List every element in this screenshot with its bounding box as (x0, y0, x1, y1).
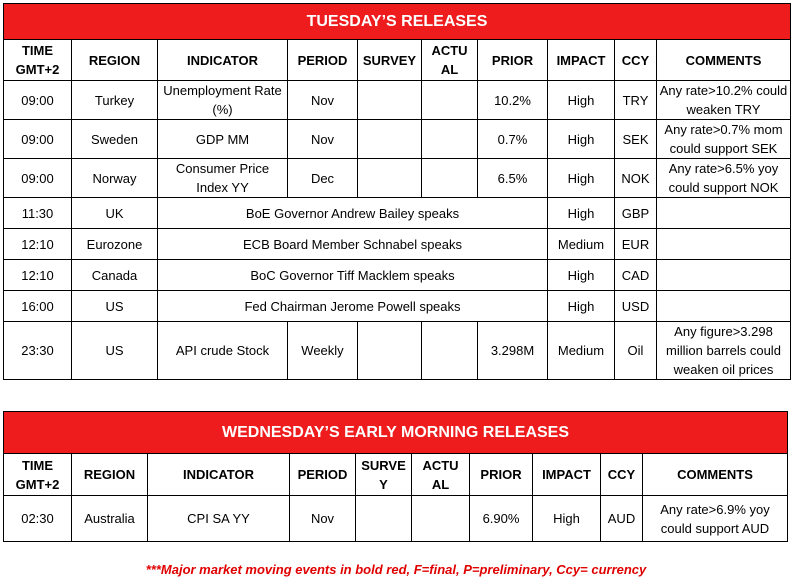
cell-prior: 10.2% (478, 81, 548, 120)
cell-region: Turkey (72, 81, 158, 120)
cell-region: Canada (72, 260, 158, 291)
cell-period: Weekly (288, 322, 358, 380)
cell-prior: 0.7% (478, 120, 548, 159)
cell-actual (422, 159, 478, 198)
col-header-ccy: CCY (615, 40, 657, 81)
cell-impact: High (533, 496, 601, 542)
cell-region: US (72, 322, 158, 380)
col-header-actual: ACTU AL (412, 454, 470, 496)
cell-comments: Any rate>0.7% mom could support SEK (657, 120, 791, 159)
footer-note: ***Major market moving events in bold red, F=final, P=preliminary, Ccy= currency (145, 562, 647, 577)
table-row (4, 260, 791, 291)
cell-period: Dec (288, 159, 358, 198)
cell-indicator: Unemployment Rate (%) (158, 81, 288, 120)
tuesday-header-row (4, 40, 791, 81)
cell-impact: High (548, 120, 615, 159)
cell-ccy: Oil (615, 322, 657, 380)
cell-event: ECB Board Member Schnabel speaks (158, 229, 548, 260)
wednesday-header-row (4, 454, 788, 496)
cell-ccy: CAD (615, 260, 657, 291)
cell-impact: High (548, 159, 615, 198)
cell-comments: Any rate>6.9% yoy could support AUD (643, 496, 788, 542)
cell-comments (657, 229, 791, 260)
cell-actual (422, 322, 478, 380)
col-header-prior: PRIOR (478, 40, 548, 81)
cell-impact: High (548, 81, 615, 120)
cell-indicator: GDP MM (158, 120, 288, 159)
cell-impact: Medium (548, 229, 615, 260)
cell-ccy: GBP (615, 198, 657, 229)
cell-comments (657, 260, 791, 291)
col-header-survey: SURVE Y (356, 454, 412, 496)
col-header-period: PERIOD (290, 454, 356, 496)
cell-actual (422, 120, 478, 159)
cell-region: Norway (72, 159, 158, 198)
cell-event: Fed Chairman Jerome Powell speaks (158, 291, 548, 322)
cell-period: Nov (290, 496, 356, 542)
wednesday-releases-table (3, 411, 788, 542)
cell-impact: High (548, 198, 615, 229)
cell-survey (358, 322, 422, 380)
cell-ccy: NOK (615, 159, 657, 198)
cell-ccy: EUR (615, 229, 657, 260)
cell-time: 02:30 (4, 496, 72, 542)
cell-event: BoC Governor Tiff Macklem speaks (158, 260, 548, 291)
table-row (4, 198, 791, 229)
table-row (4, 81, 791, 120)
cell-period: Nov (288, 81, 358, 120)
cell-region: Australia (72, 496, 148, 542)
col-header-region: REGION (72, 454, 148, 496)
cell-indicator: API crude Stock (158, 322, 288, 380)
cell-time: 23:30 (4, 322, 72, 380)
table-row (4, 159, 791, 198)
cell-prior: 6.5% (478, 159, 548, 198)
col-header-actual: ACTU AL (422, 40, 478, 81)
cell-survey (358, 159, 422, 198)
cell-prior: 3.298M (478, 322, 548, 380)
table-row (4, 291, 791, 322)
col-header-prior: PRIOR (470, 454, 533, 496)
cell-impact: High (548, 260, 615, 291)
col-header-region: REGION (72, 40, 158, 81)
cell-comments: Any rate>6.5% yoy could support NOK (657, 159, 791, 198)
col-header-survey: SURVEY (358, 40, 422, 81)
cell-region: Eurozone (72, 229, 158, 260)
cell-region: Sweden (72, 120, 158, 159)
tuesday-releases-table (3, 3, 791, 380)
col-header-indicator: INDICATOR (148, 454, 290, 496)
cell-comments (657, 291, 791, 322)
cell-time: 12:10 (4, 260, 72, 291)
cell-time: 16:00 (4, 291, 72, 322)
cell-ccy: AUD (601, 496, 643, 542)
col-header-impact: IMPACT (548, 40, 615, 81)
col-header-impact: IMPACT (533, 454, 601, 496)
cell-time: 09:00 (4, 81, 72, 120)
cell-comments (657, 198, 791, 229)
col-header-time: TIME GMT+2 (4, 454, 72, 496)
col-header-comments: COMMENTS (657, 40, 791, 81)
col-header-period: PERIOD (288, 40, 358, 81)
cell-time: 12:10 (4, 229, 72, 260)
table-row (4, 229, 791, 260)
cell-comments: Any figure>3.298 million barrels could weaken oil prices (657, 322, 791, 380)
cell-ccy: TRY (615, 81, 657, 120)
cell-survey (358, 120, 422, 159)
table-row (4, 120, 791, 159)
col-header-comments: COMMENTS (643, 454, 788, 496)
cell-survey (358, 81, 422, 120)
cell-survey (356, 496, 412, 542)
cell-actual (422, 81, 478, 120)
cell-region: US (72, 291, 158, 322)
cell-indicator: Consumer Price Index YY (158, 159, 288, 198)
table-row (4, 322, 791, 380)
col-header-time: TIME GMT+2 (4, 40, 72, 81)
cell-ccy: USD (615, 291, 657, 322)
wednesday-title: WEDNESDAY’S EARLY MORNING RELEASES (4, 412, 788, 454)
cell-prior: 6.90% (470, 496, 533, 542)
cell-impact: Medium (548, 322, 615, 380)
col-header-ccy: CCY (601, 454, 643, 496)
cell-ccy: SEK (615, 120, 657, 159)
tuesday-title: TUESDAY’S RELEASES (4, 4, 791, 40)
cell-impact: High (548, 291, 615, 322)
table-row (4, 496, 788, 542)
cell-period: Nov (288, 120, 358, 159)
col-header-indicator: INDICATOR (158, 40, 288, 81)
cell-actual (412, 496, 470, 542)
cell-event: BoE Governor Andrew Bailey speaks (158, 198, 548, 229)
cell-time: 09:00 (4, 120, 72, 159)
cell-region: UK (72, 198, 158, 229)
cell-comments: Any rate>10.2% could weaken TRY (657, 81, 791, 120)
cell-time: 11:30 (4, 198, 72, 229)
cell-indicator: CPI SA YY (148, 496, 290, 542)
cell-time: 09:00 (4, 159, 72, 198)
